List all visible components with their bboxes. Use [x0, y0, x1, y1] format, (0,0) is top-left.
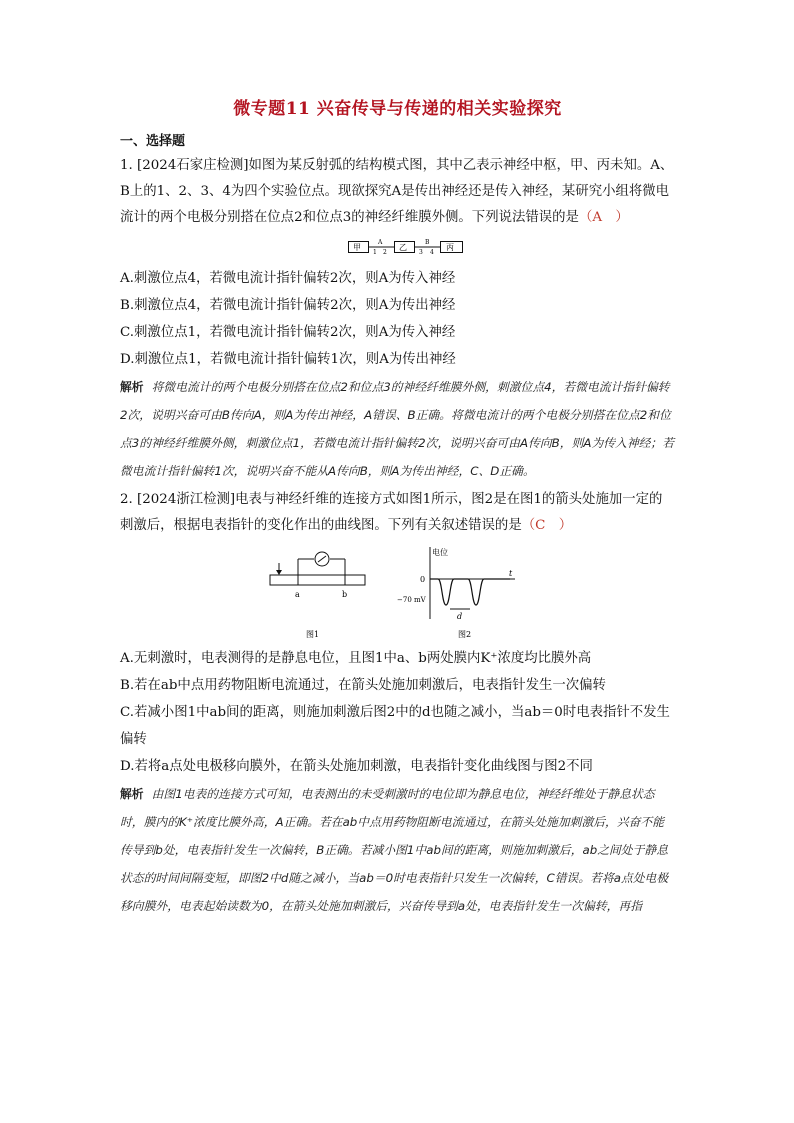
zero-label: 0 — [420, 575, 426, 584]
question-2-option-b: B.若在ab中点用药物阻断电流通过，在箭头处施加刺激后，电表指针发生一次偏转 — [120, 678, 606, 693]
potential-curve — [430, 579, 510, 605]
question-2-figures — [120, 541, 675, 641]
question-2-stem: 2. [2024浙江检测]电表与神经纤维的连接方式如图1所示，图2是在图1的箭头处施加一定的刺激后，根据电表指针的变化作出的曲线图。下列有关叙述错误的是（C ） — [120, 492, 663, 533]
label-point-4: 4 — [430, 249, 434, 255]
figure-2-potential-curve — [397, 547, 515, 639]
explanation-label: 解析 — [120, 787, 144, 801]
meter-needle — [318, 556, 326, 562]
y-axis-label: 电位 — [432, 548, 448, 557]
label-a: a — [295, 590, 300, 599]
t-axis-label: t — [509, 569, 513, 578]
figure-1-caption: 图1 — [306, 630, 320, 639]
question-1-stem: 1. [2024石家庄检测]如图为某反射弧的结构模式图，其中乙表示神经中枢，甲、丙未知。A、B上的1、2、3、4为四个实验位点。现欲探究A是传出神经还是传入神经，某研究小组将微电流计的两个电极分别搭在位点2和位点3的神经纤维膜外侧。下列说法错误的是（A ） — [120, 158, 674, 225]
reflex-arc-diagram — [348, 237, 468, 255]
question-2-option-d: D.若将a点处电极移向膜外，在箭头处施加刺激，电表指针变化曲线图与图2不同 — [120, 759, 593, 774]
label-point-2: 2 — [383, 249, 387, 255]
label-point-3: 3 — [419, 249, 423, 255]
label-jia: 甲 — [353, 243, 361, 252]
section-heading: 一、选择题 — [120, 134, 186, 149]
question-2-explanation: 解析 由图1电表的连接方式可知，电表测出的未受刺激时的电位即为静息电位，神经纤维处于静息状态时，膜内的K⁺浓度比膜外高，A正确。若在ab中点用药物阻断电流通过，在箭头处施加刺激后，兴奋不能传导到b处，电表指针发生一次偏转，B正确。若减小图1中ab间的距离，则施加刺激后，ab之间处于静息状态的时间间隔变短，即图2中d随之减小，当ab＝0时电表指针只发生一次偏转，C错误。若将a点处电极移向膜外，电表起始读数为0，在箭头处施加刺激后，兴奋传导到a处，电表指针发生一次偏转，再指 — [120, 787, 669, 913]
question-1-option-d: D.刺激位点1，若微电流计指针偏转1次，则A为传出神经 — [120, 352, 456, 367]
label-yi: 乙 — [399, 243, 407, 252]
label-A: A — [378, 239, 383, 246]
question-2-answer: （C ） — [521, 518, 573, 533]
question-2 — [120, 487, 675, 920]
question-1-option-b: B.刺激位点4，若微电流计指针偏转2次，则A为传出神经 — [120, 298, 456, 313]
question-1 — [120, 153, 675, 485]
question-1-option-a: A.刺激位点4，若微电流计指针偏转2次，则A为传入神经 — [120, 271, 456, 286]
question-1-answer: （A ） — [578, 210, 629, 225]
question-1-explanation: 解析 将微电流计的两个电极分别搭在位点2和位点3的神经纤维膜外侧，刺激位点4，若微电流计指针偏转2次，说明兴奋可由B传向A，则A为传出神经，A错误、B正确。将微电流计的两个电极分别搭在位点2和位点3的神经纤维膜外侧，刺激位点1，若微电流计指针偏转2次，说明兴奋可由A传向B，则A为传入神经；若微电流计指针偏转1次，说明兴奋不能从A传向B，则A为传出神经，C、D正确。 — [120, 380, 675, 478]
question-2-option-c: C.若减小图1中ab间的距离，则施加刺激后图2中的d也随之减小，当ab＝0时电表指针不发生偏转 — [120, 705, 670, 747]
label-B: B — [425, 239, 430, 246]
figure-1-electrode — [270, 552, 365, 639]
nerve-fiber — [270, 575, 365, 585]
label-bing: 丙 — [446, 243, 454, 252]
label-point-1: 1 — [373, 249, 377, 255]
question-2-option-a: A.无刺激时，电表测得的是静息电位，且图1中a、b两处膜内K⁺浓度均比膜外高 — [120, 651, 592, 666]
explanation-label: 解析 — [120, 380, 144, 394]
minus-70-label: −70 mV — [397, 596, 426, 604]
electrode-and-potential-figures — [120, 541, 675, 641]
d-label: d — [457, 612, 463, 621]
figure-2-caption: 图2 — [458, 630, 472, 639]
label-b: b — [342, 590, 348, 599]
document-page — [120, 94, 675, 922]
stimulus-arrowhead — [276, 570, 282, 575]
question-1-option-c: C.刺激位点1，若微电流计指针偏转2次，则A为传入神经 — [120, 325, 456, 340]
page-title: 微专题11 兴奋传导与传递的相关实验探究 — [233, 99, 562, 119]
